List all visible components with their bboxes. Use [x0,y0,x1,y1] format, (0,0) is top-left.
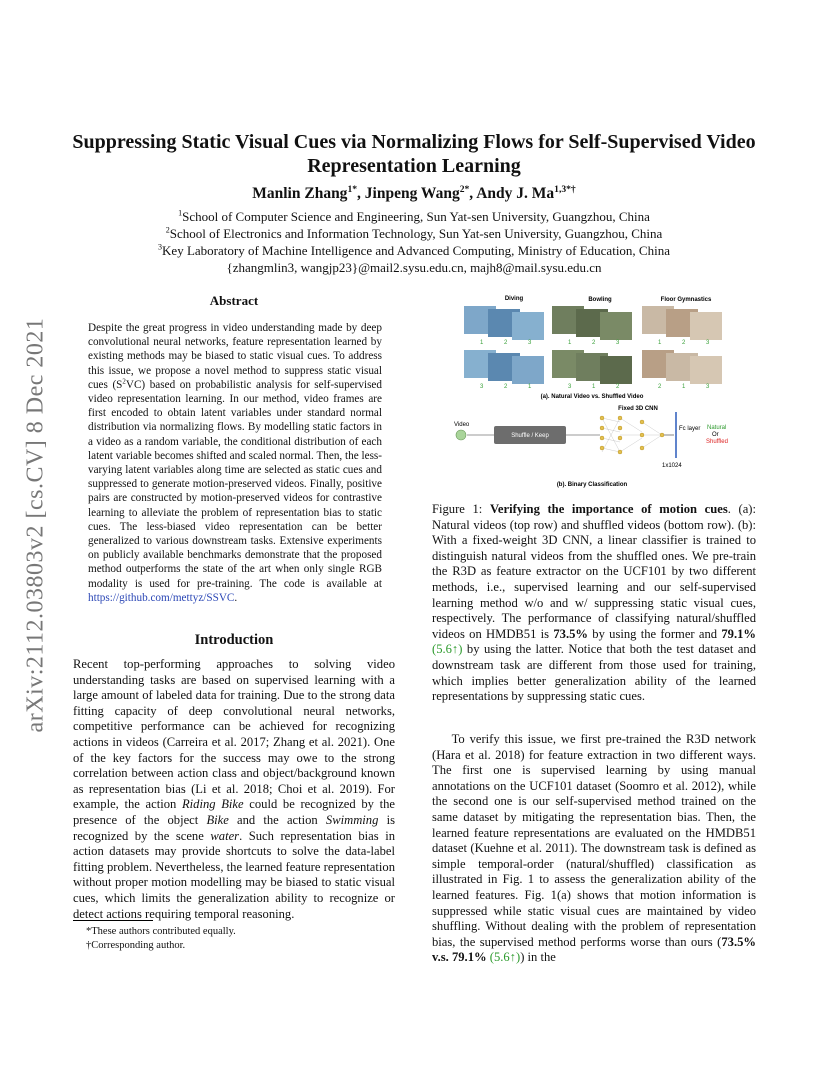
svg-text:Shuffle / Keep: Shuffle / Keep [511,433,549,439]
footnote-rule [73,920,153,921]
svg-text:3: 3 [480,384,484,390]
svg-text:3: 3 [568,384,572,390]
svg-text:3: 3 [706,340,710,346]
svg-text:1: 1 [528,384,532,390]
svg-text:Or: Or [712,432,719,438]
abstract-heading: Abstract [209,293,259,308]
svg-text:1: 1 [592,384,596,390]
video-label: Video [454,422,470,428]
footnote-2: †Corresponding author. [86,940,186,951]
affiliation-1: School of Computer Science and Engineering, Sun Yat-sen University, Guangzhou, China [182,209,650,224]
col-label-diving: Diving [504,296,524,302]
svg-text:3: 3 [616,340,620,346]
paper-title: Suppressing Static Visual Cues via Normalizing Flows for Self-Supervised Video Representation Learning [72,131,756,177]
author-list: Manlin Zhang$^{1*}$, Jinpeng Wang$^{2*}$, Andy J. $Ma^{1,3*\dagger}$ [252,183,576,202]
svg-text:Natural: Natural [707,425,727,431]
svg-text:1: 1 [682,384,686,390]
svg-text:2: 2 [592,340,596,346]
footnotes [86,925,236,953]
col-label-gym: Floor Gymnastics [660,297,712,303]
emails: {zhangmlin3, wangjp23}@mail2.sysu.edu.cn, majh8@mail.sysu.edu.cn [226,260,602,275]
svg-text:3: 3 [706,384,710,390]
svg-text:1: 1 [568,340,572,346]
svg-text:Shuffled: Shuffled [706,439,728,445]
affiliation-3: Key Laboratory of Machine Intelligence and Advanced Computing, Ministry of Education, China [162,243,670,258]
affiliations: $^1$School of Computer Science and Engineering, Sun Yat-sen University, Guangzhou, China $^2$School of Electronics and Information Technology, Sun Yat-sen University, Guangzhou, China $^3$Key Laboratory of Machine Intelligence and Advanced Computing, Ministry of Education, China {zhangmlin3, wangjp23}@mail2.sysu.edu.cn, majh8@mail.sysu.edu.cn [40,208,788,276]
figure-caption: Figure 1: Verifying the importance of motion cues. (a): Natural videos (top row) and shuffled videos (bottom row). (b): With a fixed-weight 3D CNN, a linear classifier is trained to distinguish natural videos from the shuffled ones. We pre-train the R3D as feature extractor on the UCF101 by two different methods, i.e., supervised learning and our self-supervised learning method w/o and w/ suppressing static visual cues, respectively. The performance of classifying natural/shuffled videos on HMDB51 is 73.5% by using the former and 79.1% (5.6↑) by using the latter. Notice that both the test dataset and downstream task are different from those used for training, which implies better generalization ability of the learned representations by suppressing static cues. [432,502,756,704]
arxiv-watermark: arXiv:2112.03803v2 [cs.CV] 8 Dec 2021 [22,317,49,733]
video-node [456,430,466,440]
footnote-1: *These authors contributed equally. [86,926,236,937]
body-text-right: To verify this issue, we first pre-trained the R3D network (Hara et al. 2018) for feature extraction in two different ways. The first one is supervised learning by using manual annotations on the UCF101 dataset (Soomro et al. 2012), while the second one is our self-supervised method trained on the same dataset by mitigating the representation bias. Then, the learned feature representations are evaluated on the HMDB51 dataset (Kuehne et al. 2011). The downstream task is defined as simple temporal-order (natural/shuffled) classification as illustrated in Fig. 1 to assess the generalization ability of the learned features. Fig. 1(a) shows that motion information is suppressed while static visual cues are maintained by video shuffling. Without dealing with the problem of representation bias, the supervised method performs worse than ours (73.5% v.s. 79.1% (5.6↑)) in the [432,732,756,965]
col-label-bowling: Bowling [588,297,612,303]
figure-1 [452,292,732,492]
svg-text:3: 3 [528,340,532,346]
svg-text:2: 2 [658,384,662,390]
dim-label: 1x1024 [662,463,682,469]
label-b: (b). Binary Classification [556,482,628,488]
frames-row-shuffled [464,350,722,384]
svg-text:2: 2 [504,340,508,346]
svg-text:1: 1 [480,340,484,346]
frames-row-natural [464,306,722,340]
svg-text:2: 2 [504,384,508,390]
affiliation-2: School of Electronics and Information Technology, Sun Yat-sen University, Guangzhou, China [169,226,663,241]
introduction-body: Recent top-performing approaches to solving video understanding tasks are based on supervised learning with a large amount of labeled data for training. Due to the strong data fitting capacity of deep convolutional neural networks, competitive performance can be achieved for recognizing actions in videos (Carreira et al. 2017; Zhang et al. 2021). One of the key factors for the success may owe to the strong correlation between action class and object/background known as representation bias (Li et al. 2018; Choi et al. 2019). For example, the action Riding Bike could be recognized by the presence of the object Bike and the action Swimming is recognized by the scene water. Such representation bias in action datasets may provide shortcuts to solve the data-label fitting problem. Nevertheless, the learned feature representation without proper motion modelling may be biased to static visual cues, which limits the generalization ability to recognize or detect actions requiring temporal reasoning. [73,657,395,921]
svg-text:2: 2 [682,340,686,346]
fixed-cnn-label: Fixed 3D CNN [618,406,658,412]
svg-text:1: 1 [658,340,662,346]
cnn-network [600,416,664,454]
svg-text:2: 2 [616,384,620,390]
abstract-body: Despite the great progress in video understanding made by deep convolutional neural networks, feature representation learned by existing methods may be biased to static visual cues. To address this issue, we propose a novel method to suppress static visual cues $(S^2VC)$ based on probabilistic analysis for self-supervised video representation learning. In our method, video frames are first encoded to obtain latent variables under standard normal distribution via normalizing flows. By modelling static factors in a video as a random variable, the conditional distribution of each latent variable becomes shifted and scaled normal. Then, the less-varying latent variables along time are selected as static cues and suppressed to generate motion-preserved videos. Finally, positive pairs are constructed by motion-preserved videos for contrastive learning to alleviate the problem of representation bias to static cues. The less-biased video representation can be better generalized to various downstream tasks. Extensive experiments on publicly available benchmarks demonstrate that the proposed method outperforms the state of the art when only single RGB modality is used for pre-training. The code is available at https://github.com/mettyz/SSVC. [88,322,382,604]
introduction-heading: Introduction [194,632,274,648]
label-a: (a). Natural Video vs. Shuffled Video [540,394,644,400]
fc-layer-label: Fc layer [679,426,701,432]
